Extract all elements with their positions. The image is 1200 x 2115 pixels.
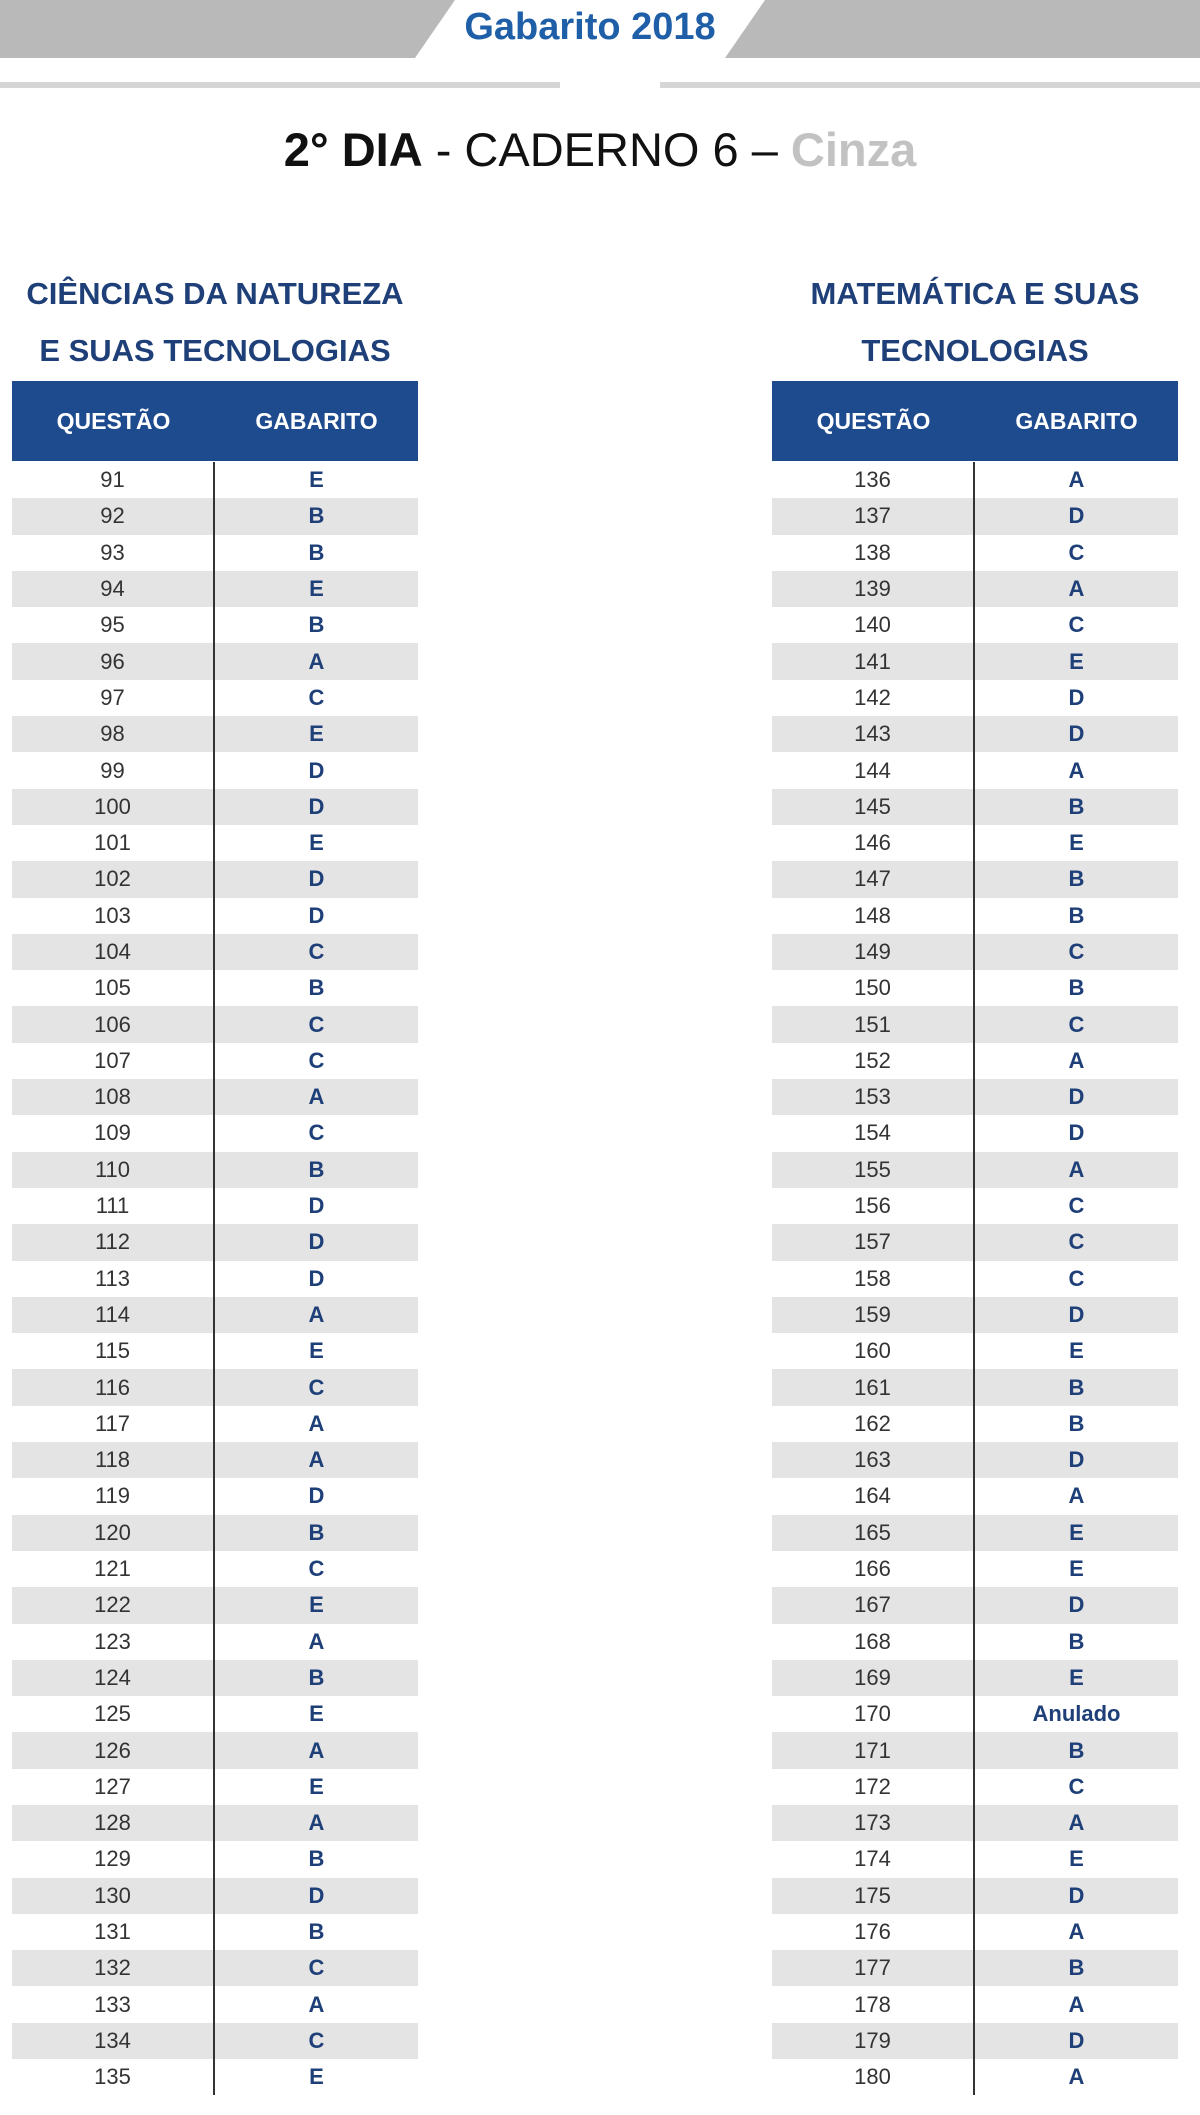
answer-value: A [1068, 1156, 1085, 1182]
table-row [772, 1369, 1178, 1405]
answer-value: D [308, 1483, 325, 1509]
table-row [772, 1043, 1178, 1079]
table-row [12, 1914, 418, 1950]
question-number: 156 [772, 1188, 975, 1224]
question-number: 126 [12, 1732, 215, 1768]
question-number: 171 [772, 1732, 975, 1768]
question-number: 113 [12, 1261, 215, 1297]
table-row [12, 1950, 418, 1986]
table-row [772, 643, 1178, 679]
answer-value: B [1068, 975, 1085, 1001]
table-row [772, 462, 1178, 498]
table-row [772, 970, 1178, 1006]
table-row [12, 1515, 418, 1551]
question-number: 122 [12, 1587, 215, 1623]
answer-value: B [1068, 1955, 1085, 1981]
table-row [772, 1696, 1178, 1732]
answer-value: B [308, 1156, 325, 1182]
question-number: 135 [12, 2059, 215, 2095]
answer-value: C [308, 1556, 325, 1582]
answer-value: D [1068, 684, 1085, 710]
question-number: 105 [12, 970, 215, 1006]
table-row [772, 1769, 1178, 1805]
question-number: 133 [12, 1986, 215, 2022]
question-number: 174 [772, 1841, 975, 1877]
answer-value: B [308, 1846, 325, 1872]
table-row [772, 1115, 1178, 1151]
answer-value: E [1069, 1519, 1084, 1545]
section-title-line: CIÊNCIAS DA NATUREZA [26, 276, 404, 311]
question-number: 115 [12, 1333, 215, 1369]
question-number: 116 [12, 1369, 215, 1405]
question-number: 154 [772, 1115, 975, 1151]
question-number: 125 [12, 1696, 215, 1732]
answer-value: B [308, 1664, 325, 1690]
table-row [12, 1261, 418, 1297]
section-title-line: TECNOLOGIAS [861, 333, 1089, 368]
table-row [12, 1660, 418, 1696]
question-number: 157 [772, 1224, 975, 1260]
table-row [12, 1406, 418, 1442]
question-number: 170 [772, 1696, 975, 1732]
table-row [12, 2023, 418, 2059]
answer-value: C [308, 1047, 325, 1073]
answer-value: E [309, 830, 324, 856]
answer-value: A [1068, 2064, 1085, 2090]
answer-value: C [1068, 612, 1085, 638]
table-row [12, 752, 418, 788]
question-number: 161 [772, 1369, 975, 1405]
answer-value: C [308, 1120, 325, 1146]
question-number: 121 [12, 1551, 215, 1587]
header-banner [0, 0, 1200, 90]
banner-title: Gabarito 2018 [464, 6, 716, 48]
question-number: 100 [12, 789, 215, 825]
column-header-question: QUESTÃO [816, 407, 931, 434]
answer-value: B [1068, 793, 1085, 819]
answer-value: B [308, 612, 325, 638]
table-row [772, 1660, 1178, 1696]
answer-value: C [308, 1374, 325, 1400]
table-row [772, 1333, 1178, 1369]
table-row [772, 825, 1178, 861]
answer-value: A [308, 1084, 325, 1110]
answer-value: C [1068, 1265, 1085, 1291]
answer-value: C [1068, 1193, 1085, 1219]
table-row [772, 2059, 1178, 2095]
day-label: 2° DIA [283, 123, 423, 176]
question-number: 153 [772, 1079, 975, 1115]
table-row [12, 1369, 418, 1405]
question-number: 107 [12, 1043, 215, 1079]
table-header [12, 381, 418, 461]
booklet-label: CADERNO 6 [464, 123, 739, 176]
table-row [772, 1224, 1178, 1260]
question-number: 176 [772, 1914, 975, 1950]
table-row [772, 1878, 1178, 1914]
question-number: 149 [772, 934, 975, 970]
answer-value: B [1068, 1737, 1085, 1763]
table-row [12, 1587, 418, 1623]
answer-value: A [308, 1301, 325, 1327]
column-header-answer: GABARITO [1015, 407, 1138, 434]
table-row [772, 934, 1178, 970]
table-row [772, 1406, 1178, 1442]
answer-value: B [1068, 1374, 1085, 1400]
answer-value: E [309, 1338, 324, 1364]
table-row [772, 1805, 1178, 1841]
question-number: 162 [772, 1406, 975, 1442]
answer-value: E [1069, 1338, 1084, 1364]
answer-value: A [1068, 1047, 1085, 1073]
question-number: 102 [12, 861, 215, 897]
question-number: 110 [12, 1152, 215, 1188]
answer-value: Anulado [1032, 1701, 1121, 1727]
table-row [12, 1478, 418, 1514]
table-row [12, 462, 418, 498]
section-title [12, 265, 418, 379]
question-number: 129 [12, 1841, 215, 1877]
answer-value: C [308, 684, 325, 710]
answer-value: D [308, 1229, 325, 1255]
table-row [772, 1261, 1178, 1297]
answer-value: B [1068, 902, 1085, 928]
table-row [12, 861, 418, 897]
table-row [12, 535, 418, 571]
table-row [772, 898, 1178, 934]
answer-value: E [309, 576, 324, 602]
booklet-color: Cinza [790, 123, 917, 176]
table-row [12, 789, 418, 825]
answer-value: B [308, 975, 325, 1001]
table-row [772, 1841, 1178, 1877]
table-row [12, 1769, 418, 1805]
answer-value: E [309, 467, 324, 493]
table-row [12, 825, 418, 861]
answer-value: E [309, 1701, 324, 1727]
question-number: 104 [12, 934, 215, 970]
table-row [12, 1805, 418, 1841]
table-row [772, 2023, 1178, 2059]
question-number: 144 [772, 752, 975, 788]
table-row [12, 716, 418, 752]
question-number: 96 [12, 643, 215, 679]
table-row [772, 1152, 1178, 1188]
answer-value: D [1068, 1084, 1085, 1110]
question-number: 180 [772, 2059, 975, 2095]
answer-value: E [1069, 830, 1084, 856]
answer-value: A [308, 1991, 325, 2017]
answer-value: D [308, 793, 325, 819]
table-row [12, 2059, 418, 2095]
table-row [772, 1551, 1178, 1587]
question-number: 112 [12, 1224, 215, 1260]
answer-value: A [308, 1628, 325, 1654]
answer-value: D [308, 757, 325, 783]
answer-value: C [308, 939, 325, 964]
section-title-line: MATEMÁTICA E SUAS [810, 276, 1140, 311]
table-row [772, 861, 1178, 897]
table-row [772, 1986, 1178, 2022]
question-number: 94 [12, 571, 215, 607]
answer-value: B [308, 503, 325, 529]
question-number: 128 [12, 1805, 215, 1841]
page-title [0, 122, 1200, 177]
section-title-line: E SUAS TECNOLOGIAS [39, 333, 391, 368]
table-row [772, 1297, 1178, 1333]
answer-value: A [1068, 467, 1085, 493]
question-number: 124 [12, 1660, 215, 1696]
answer-value: E [309, 1773, 324, 1799]
question-number: 120 [12, 1515, 215, 1551]
question-number: 173 [772, 1805, 975, 1841]
question-number: 159 [772, 1297, 975, 1333]
table-row [772, 1587, 1178, 1623]
question-number: 123 [12, 1624, 215, 1660]
answer-value: B [1068, 1628, 1085, 1654]
table-row [772, 1478, 1178, 1514]
answer-value: D [308, 902, 325, 928]
question-number: 143 [772, 716, 975, 752]
column-header-answer: GABARITO [255, 407, 378, 434]
question-number: 101 [12, 825, 215, 861]
table-row [772, 752, 1178, 788]
question-number: 177 [772, 1950, 975, 1986]
answer-table-body [12, 462, 418, 2095]
answer-value: C [308, 1011, 325, 1037]
table-row [772, 680, 1178, 716]
question-number: 140 [772, 607, 975, 643]
table-row [12, 607, 418, 643]
question-number: 98 [12, 716, 215, 752]
table-row [12, 970, 418, 1006]
question-number: 175 [772, 1878, 975, 1914]
answer-value: E [1069, 1664, 1084, 1690]
question-number: 152 [772, 1043, 975, 1079]
question-number: 93 [12, 535, 215, 571]
table-row [12, 1841, 418, 1877]
question-number: 165 [772, 1515, 975, 1551]
answer-value: A [1068, 1810, 1085, 1836]
table-row [772, 1188, 1178, 1224]
answer-value: E [1069, 1556, 1084, 1582]
answer-value: D [1068, 2027, 1085, 2053]
question-number: 166 [772, 1551, 975, 1587]
table-row [772, 607, 1178, 643]
question-number: 142 [772, 680, 975, 716]
question-number: 137 [772, 498, 975, 534]
table-row [12, 898, 418, 934]
table-row [12, 1079, 418, 1115]
answer-value: A [1068, 1919, 1085, 1945]
answer-value: B [1068, 866, 1085, 892]
answer-value: A [308, 1447, 325, 1473]
question-number: 97 [12, 680, 215, 716]
question-number: 147 [772, 861, 975, 897]
answer-value: D [308, 866, 325, 892]
answer-table-body [772, 462, 1178, 2095]
answer-value: D [1068, 1882, 1085, 1908]
table-row [12, 1732, 418, 1768]
table-row [772, 1079, 1178, 1115]
table-row [772, 571, 1178, 607]
question-number: 139 [772, 571, 975, 607]
answer-value: E [309, 2064, 324, 2090]
answer-value: C [308, 2027, 325, 2053]
answer-value: A [308, 1737, 325, 1763]
answer-value: A [1068, 757, 1085, 783]
answer-value: E [1069, 648, 1084, 674]
answer-value: E [1069, 1846, 1084, 1872]
table-row [12, 1624, 418, 1660]
question-number: 132 [12, 1950, 215, 1986]
answer-value: D [308, 1265, 325, 1291]
table-row [12, 571, 418, 607]
answer-value: B [308, 1519, 325, 1545]
title-separator: – [738, 123, 791, 176]
question-number: 150 [772, 970, 975, 1006]
answer-value: B [308, 539, 325, 565]
answer-value: E [309, 721, 324, 747]
question-number: 163 [772, 1442, 975, 1478]
table-row [772, 1914, 1178, 1950]
question-number: 119 [12, 1478, 215, 1514]
answer-value: D [1068, 1301, 1085, 1327]
question-number: 131 [12, 1914, 215, 1950]
question-number: 141 [772, 643, 975, 679]
question-number: 99 [12, 752, 215, 788]
table-row [12, 643, 418, 679]
question-number: 151 [772, 1006, 975, 1042]
question-number: 134 [12, 2023, 215, 2059]
table-row [12, 1152, 418, 1188]
question-number: 148 [772, 898, 975, 934]
answer-value: D [308, 1193, 325, 1219]
table-row [772, 1006, 1178, 1042]
answer-value: D [1068, 1592, 1085, 1618]
table-row [772, 1624, 1178, 1660]
question-number: 103 [12, 898, 215, 934]
answer-value: C [1068, 939, 1085, 964]
question-number: 114 [12, 1297, 215, 1333]
table-row [12, 1551, 418, 1587]
question-number: 130 [12, 1878, 215, 1914]
table-row [772, 1950, 1178, 1986]
table-row [12, 498, 418, 534]
question-number: 91 [12, 462, 215, 498]
table-row [772, 1732, 1178, 1768]
table-row [12, 1006, 418, 1042]
table-row [12, 1696, 418, 1732]
answer-value: A [1068, 1483, 1085, 1509]
question-number: 111 [12, 1188, 215, 1224]
question-number: 92 [12, 498, 215, 534]
table-row [12, 1986, 418, 2022]
table-row [12, 1115, 418, 1151]
answer-value: A [308, 1410, 325, 1436]
title-separator: - [422, 123, 465, 176]
question-number: 155 [772, 1152, 975, 1188]
answer-value: D [308, 1882, 325, 1908]
question-number: 164 [772, 1478, 975, 1514]
table-row [12, 1878, 418, 1914]
table-row [772, 789, 1178, 825]
table-row [12, 934, 418, 970]
table-row [772, 535, 1178, 571]
table-row [12, 1043, 418, 1079]
answer-value: D [1068, 1447, 1085, 1473]
answer-value: B [308, 1919, 325, 1945]
table-row [772, 1442, 1178, 1478]
answer-value: C [1068, 539, 1085, 565]
question-number: 146 [772, 825, 975, 861]
question-number: 145 [772, 789, 975, 825]
table-row [772, 716, 1178, 752]
answer-value: D [1068, 503, 1085, 529]
question-number: 108 [12, 1079, 215, 1115]
answer-value: C [308, 1955, 325, 1981]
answer-value: C [1068, 1229, 1085, 1255]
question-number: 95 [12, 607, 215, 643]
answer-value: D [1068, 1120, 1085, 1146]
table-header [772, 381, 1178, 461]
question-number: 160 [772, 1333, 975, 1369]
answer-value: B [1068, 1410, 1085, 1436]
question-number: 118 [12, 1442, 215, 1478]
question-number: 179 [772, 2023, 975, 2059]
answer-value: A [1068, 576, 1085, 602]
section-title [772, 265, 1178, 379]
question-number: 106 [12, 1006, 215, 1042]
answer-value: A [308, 648, 325, 674]
answer-value: D [1068, 721, 1085, 747]
table-row [772, 1515, 1178, 1551]
answer-value: A [308, 1810, 325, 1836]
question-number: 169 [772, 1660, 975, 1696]
question-number: 178 [772, 1986, 975, 2022]
question-number: 168 [772, 1624, 975, 1660]
question-number: 158 [772, 1261, 975, 1297]
question-number: 172 [772, 1769, 975, 1805]
question-number: 167 [772, 1587, 975, 1623]
question-number: 136 [772, 462, 975, 498]
table-row [12, 1442, 418, 1478]
table-row [12, 1224, 418, 1260]
table-row [772, 498, 1178, 534]
table-row [12, 1188, 418, 1224]
answer-value: C [1068, 1011, 1085, 1037]
table-row [12, 1333, 418, 1369]
question-number: 138 [772, 535, 975, 571]
question-number: 109 [12, 1115, 215, 1151]
column-header-question: QUESTÃO [56, 407, 171, 434]
answer-value: E [309, 1592, 324, 1618]
question-number: 117 [12, 1406, 215, 1442]
table-row [12, 680, 418, 716]
question-number: 127 [12, 1769, 215, 1805]
table-row [12, 1297, 418, 1333]
answer-value: A [1068, 1991, 1085, 2017]
answer-value: C [1068, 1773, 1085, 1799]
